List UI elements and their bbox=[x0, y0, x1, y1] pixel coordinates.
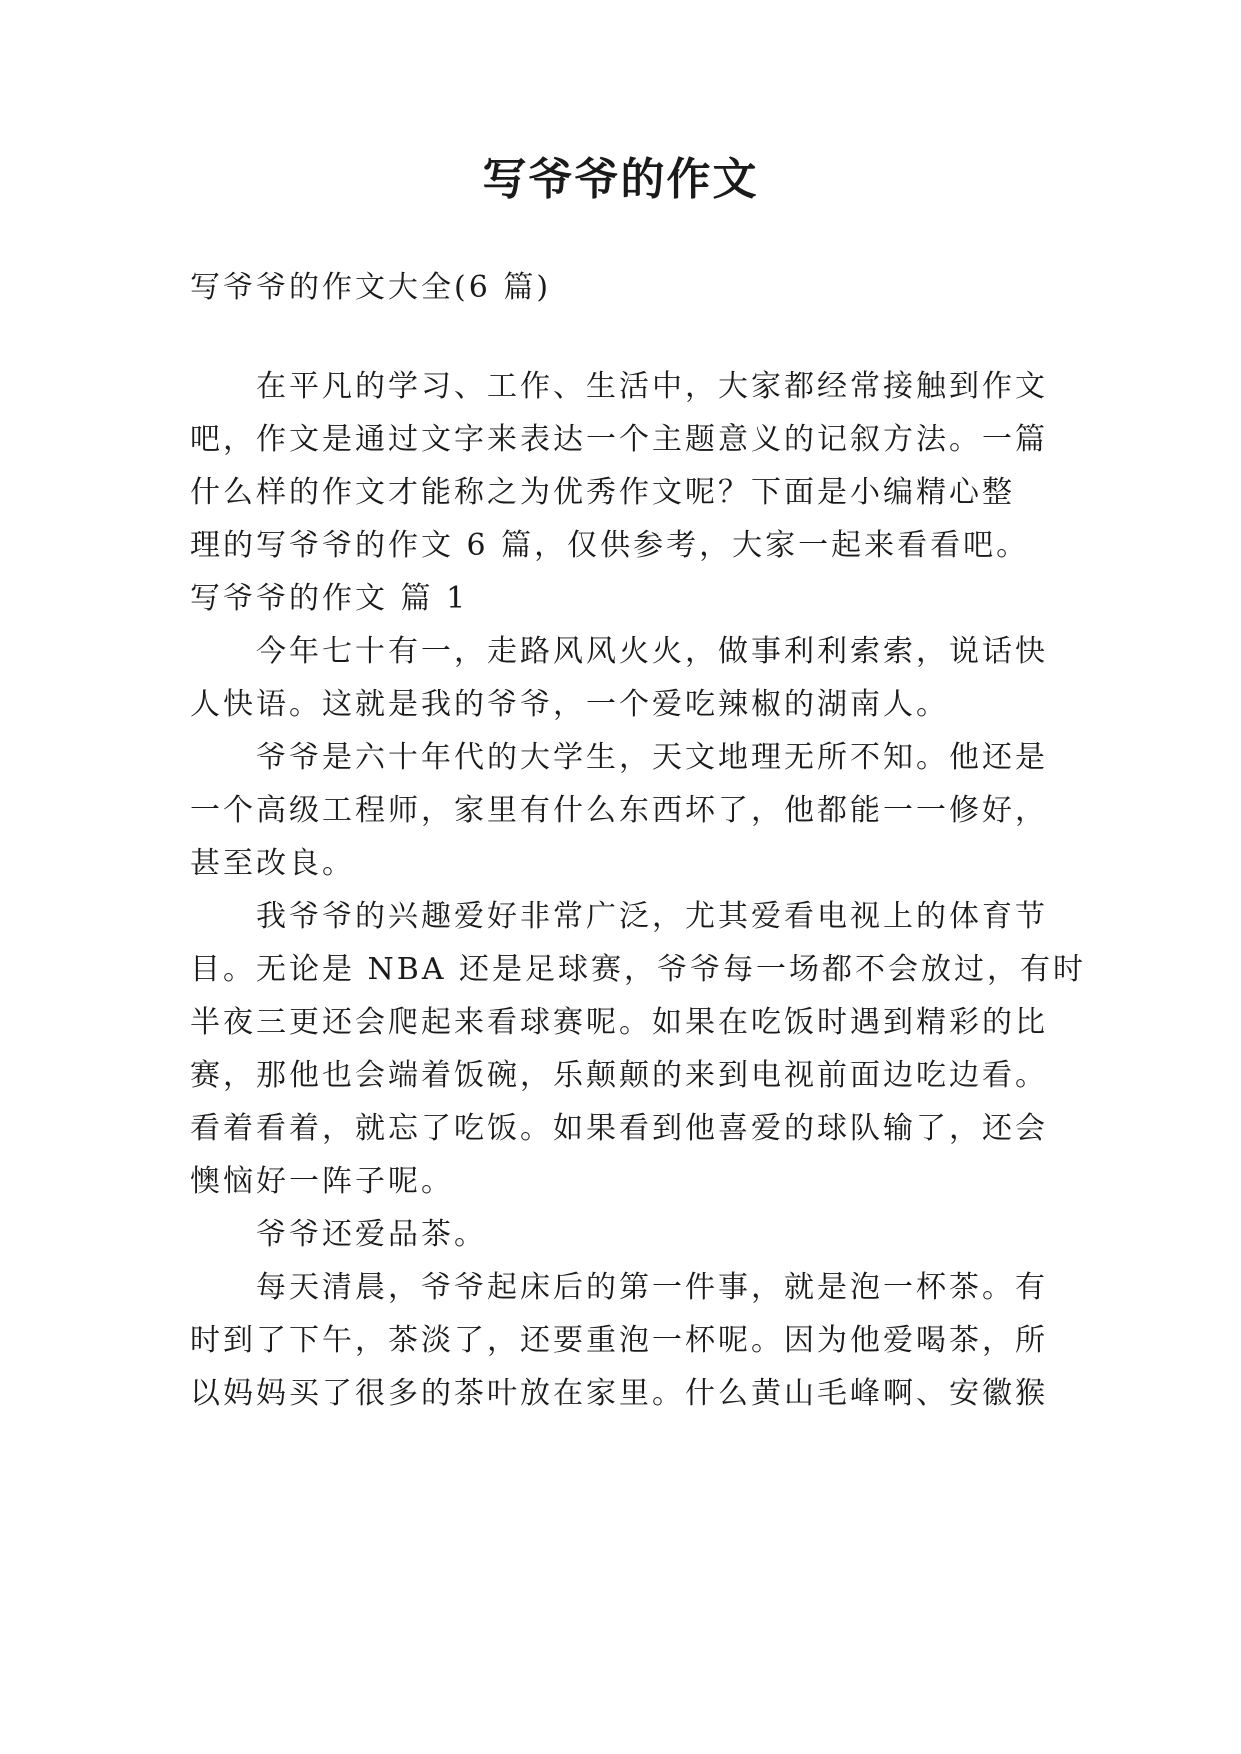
intro-line-4: 理的写爷爷的作文 6 篇，仅供参考，大家一起来看看吧。 bbox=[190, 528, 1030, 563]
intro-line-3: 什么样的作文才能称之为优秀作文呢？下面是小编精心整 bbox=[190, 475, 1015, 510]
paragraph-line: 每天清晨，爷爷起床后的第一件事，就是泡一杯茶。有 bbox=[256, 1270, 1048, 1305]
page-title: 写爷爷的作文 bbox=[482, 154, 759, 205]
paragraph-line: 甚至改良。 bbox=[190, 846, 355, 881]
intro-line-2: 吧，作文是通过文字来表达一个主题意义的记叙方法。一篇 bbox=[190, 422, 1048, 457]
paragraph-line: 一个高级工程师，家里有什么东西坏了，他都能一一修好， bbox=[190, 793, 1048, 828]
paragraph-line: 爷爷还爱品茶。 bbox=[256, 1217, 487, 1252]
document-subtitle: 写爷爷的作文大全(6 篇) bbox=[190, 270, 552, 305]
paragraph-line: 目。无论是 NBA 还是足球赛，爷爷每一场都不会放过，有时 bbox=[190, 952, 1087, 987]
paragraph-line: 爷爷是六十年代的大学生，天文地理无所不知。他还是 bbox=[256, 740, 1048, 775]
paragraph-line: 以妈妈买了很多的茶叶放在家里。什么黄山毛峰啊、安徽猴 bbox=[190, 1376, 1048, 1411]
section-heading: 写爷爷的作文 篇 1 bbox=[190, 581, 469, 616]
paragraph-line: 我爷爷的兴趣爱好非常广泛，尤其爱看电视上的体育节 bbox=[256, 899, 1048, 934]
paragraph-line: 懊恼好一阵子呢。 bbox=[190, 1164, 454, 1199]
paragraph-line: 赛，那他也会端着饭碗，乐颠颠的来到电视前面边吃边看。 bbox=[190, 1058, 1048, 1093]
paragraph-line: 看着看着，就忘了吃饭。如果看到他喜爱的球队输了，还会 bbox=[190, 1111, 1048, 1146]
paragraph-line: 时到了下午，茶淡了，还要重泡一杯呢。因为他爱喝茶，所 bbox=[190, 1323, 1048, 1358]
paragraph-line: 人快语。这就是我的爷爷，一个爱吃辣椒的湖南人。 bbox=[190, 687, 949, 722]
intro-line-1: 在平凡的学习、工作、生活中，大家都经常接触到作文 bbox=[256, 369, 1048, 404]
paragraph-line: 半夜三更还会爬起来看球赛呢。如果在吃饭时遇到精彩的比 bbox=[190, 1005, 1048, 1040]
paragraph-line: 今年七十有一，走路风风火火，做事利利索索，说话快 bbox=[256, 634, 1048, 669]
